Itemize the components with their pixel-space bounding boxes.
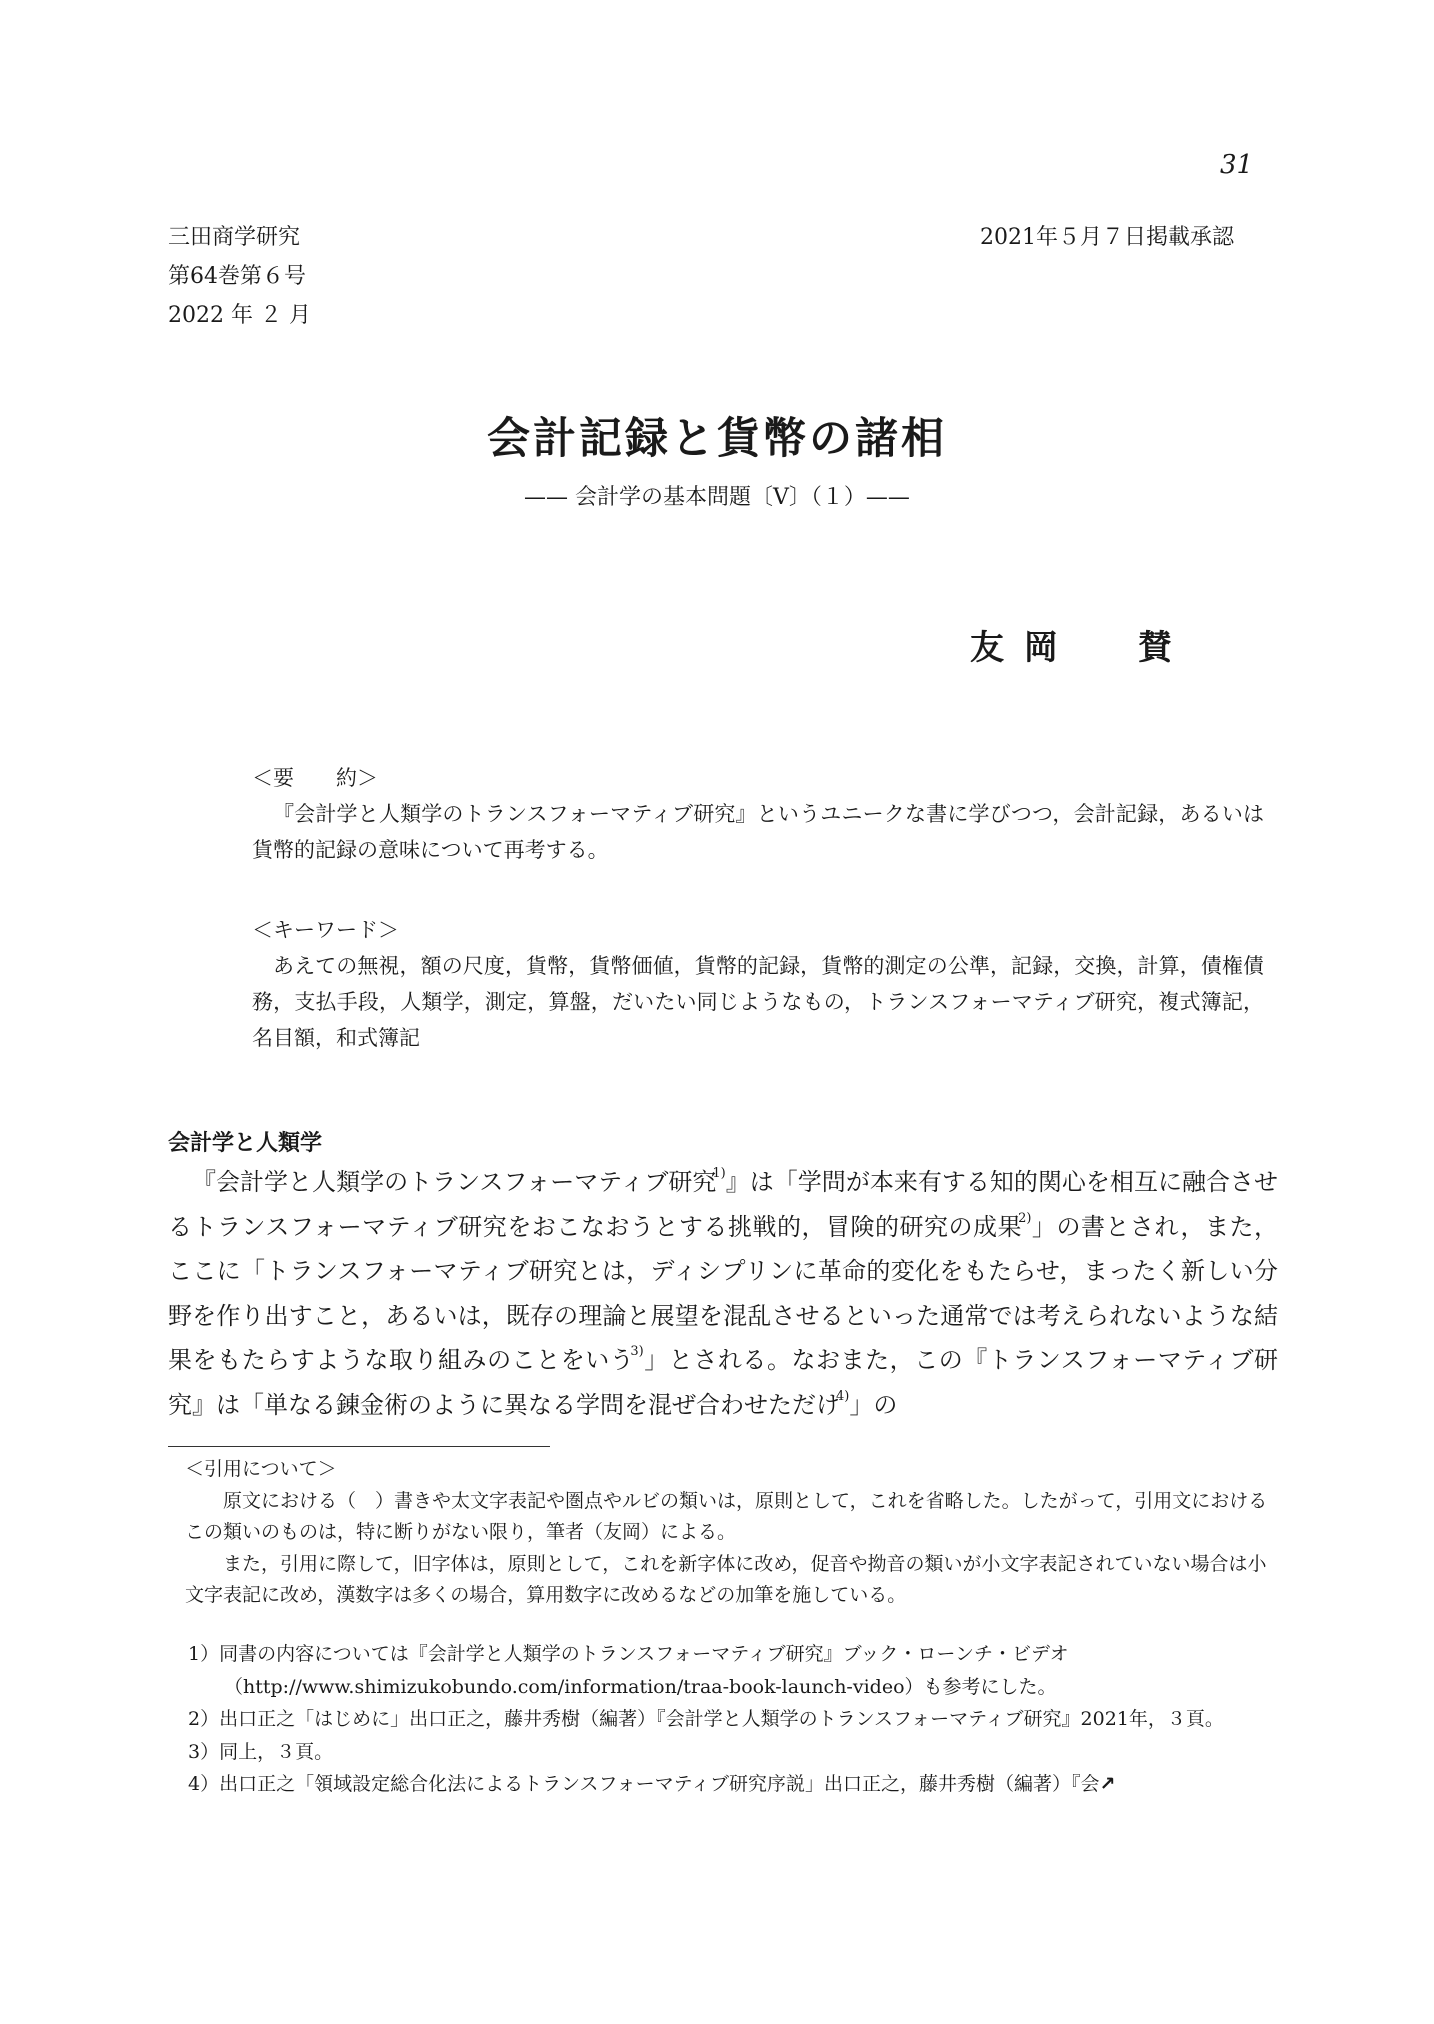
keywords-block <box>252 912 1264 1056</box>
citation-note-paragraph: 原文における（ ）書きや太文字表記や圏点やルビの類いは，原則として，これを省略した。したがって，引用文におけるこの類いのものは，特に断りがない限り，筆者（友岡）による。 <box>185 1489 1268 1543</box>
journal-date: 2022 年 ２ 月 <box>168 303 311 328</box>
summary-block <box>252 760 1264 868</box>
journal-volume: 第64巻第６号 <box>168 264 306 289</box>
body-paragraph <box>168 1160 1278 1427</box>
body-segment: 」の <box>849 1390 898 1419</box>
footnote-ref-4: 4) <box>836 1388 850 1404</box>
keywords-text: あえての無視，額の尺度，貨幣，貨幣価値，貨幣的記録，貨幣的測定の公準，記録，交換，計算，債権債務，支払手段，人類学，測定，算盤，だいたい同じようなもの，トランスフォーマティブ研究，複式簿記，名目額，和式簿記 <box>252 954 1264 1050</box>
body-segment: 』は「学問が本来有する知的関心を相互に融合させるトランスフォーマティブ研究をおこなおうとする挑戦的，冒険的研究の成果 <box>168 1168 1278 1241</box>
paper-title: 会計記録と貨幣の諸相 <box>487 414 947 464</box>
footnotes <box>168 1638 1278 1801</box>
body-segment: 」とされる。なおまた，この『トランスフォーマティブ研究』は「単なる錬金術のように異なる学問を混ぜ合わせただけ <box>168 1346 1278 1419</box>
author-name: 友 岡 賛 <box>970 628 1176 668</box>
paper-subtitle: —— 会計学の基本問題〔V〕（１）—— <box>524 485 910 510</box>
footnote-ref-1: 1) <box>712 1166 726 1181</box>
footnote-ref-3: 3) <box>630 1344 644 1359</box>
summary-heading: ＜要 約＞ <box>252 766 378 790</box>
body-segment: 『会計学と人類学のトランスフォーマティブ研究 <box>192 1168 717 1196</box>
footnote-ref-2: 2) <box>1018 1210 1032 1226</box>
footnote-2: 2）出口正之「はじめに」出口正之，藤井秀樹（編著）『会計学と人類学のトランスフォーマティブ研究』2021年，３頁。 <box>188 1708 1224 1730</box>
body-text <box>168 1160 1278 1427</box>
footnote-3: 3）同上，３頁。 <box>188 1740 334 1763</box>
footnote-4-text: 4）出口正之「領域設定総合化法によるトランスフォーマティブ研究序説」出口正之，藤井秀樹（編著）『会 <box>188 1773 1100 1795</box>
section-heading: 会計学と人類学 <box>168 1131 323 1156</box>
footnote-1: 1）同書の内容については『会計学と人類学のトランスフォーマティブ研究』ブック・ローンチ・ビデオ（http://www.shimizukobundo.com/information/traa-book-launch-video）も参考にした。 <box>188 1643 1069 1698</box>
footnote-divider <box>168 1446 550 1447</box>
keywords-heading: ＜キーワード＞ <box>252 918 399 942</box>
footnote-4 <box>168 1768 1278 1801</box>
citation-note-paragraph: また，引用に際して，旧字体は，原則として，これを新字体に改め，促音や拗音の類いが小文字表記されていない場合は小文字表記に改め，漢数字は多くの場合，算用数字に改めるなどの加筆を施している。 <box>185 1552 1267 1606</box>
continuation-arrow-icon: ↗ <box>1099 1773 1116 1795</box>
summary-text: 『会計学と人類学のトランスフォーマティブ研究』というユニークな書に学びつつ，会計記録，あるいは貨幣的記録の意味について再考する。 <box>252 802 1264 862</box>
journal-info <box>168 218 311 335</box>
citation-note <box>168 1454 1278 1612</box>
citation-note-heading: ＜引用について＞ <box>185 1458 337 1480</box>
page-number: 31 <box>1220 150 1254 180</box>
journal-name: 三田商学研究 <box>168 225 301 250</box>
approval-date: 2021年５月７日掲載承認 <box>980 225 1234 250</box>
body-segment: 」の書とされ，また，ここに「トランスフォーマティブ研究とは，ディシプリンに革命的変化をもたらせ，まったく新しい分野を作り出すこと，あるいは，既存の理論と展望を混乱させるといった通常では考えられないような結果をもたらすような取り組みのことをいう <box>168 1212 1278 1374</box>
